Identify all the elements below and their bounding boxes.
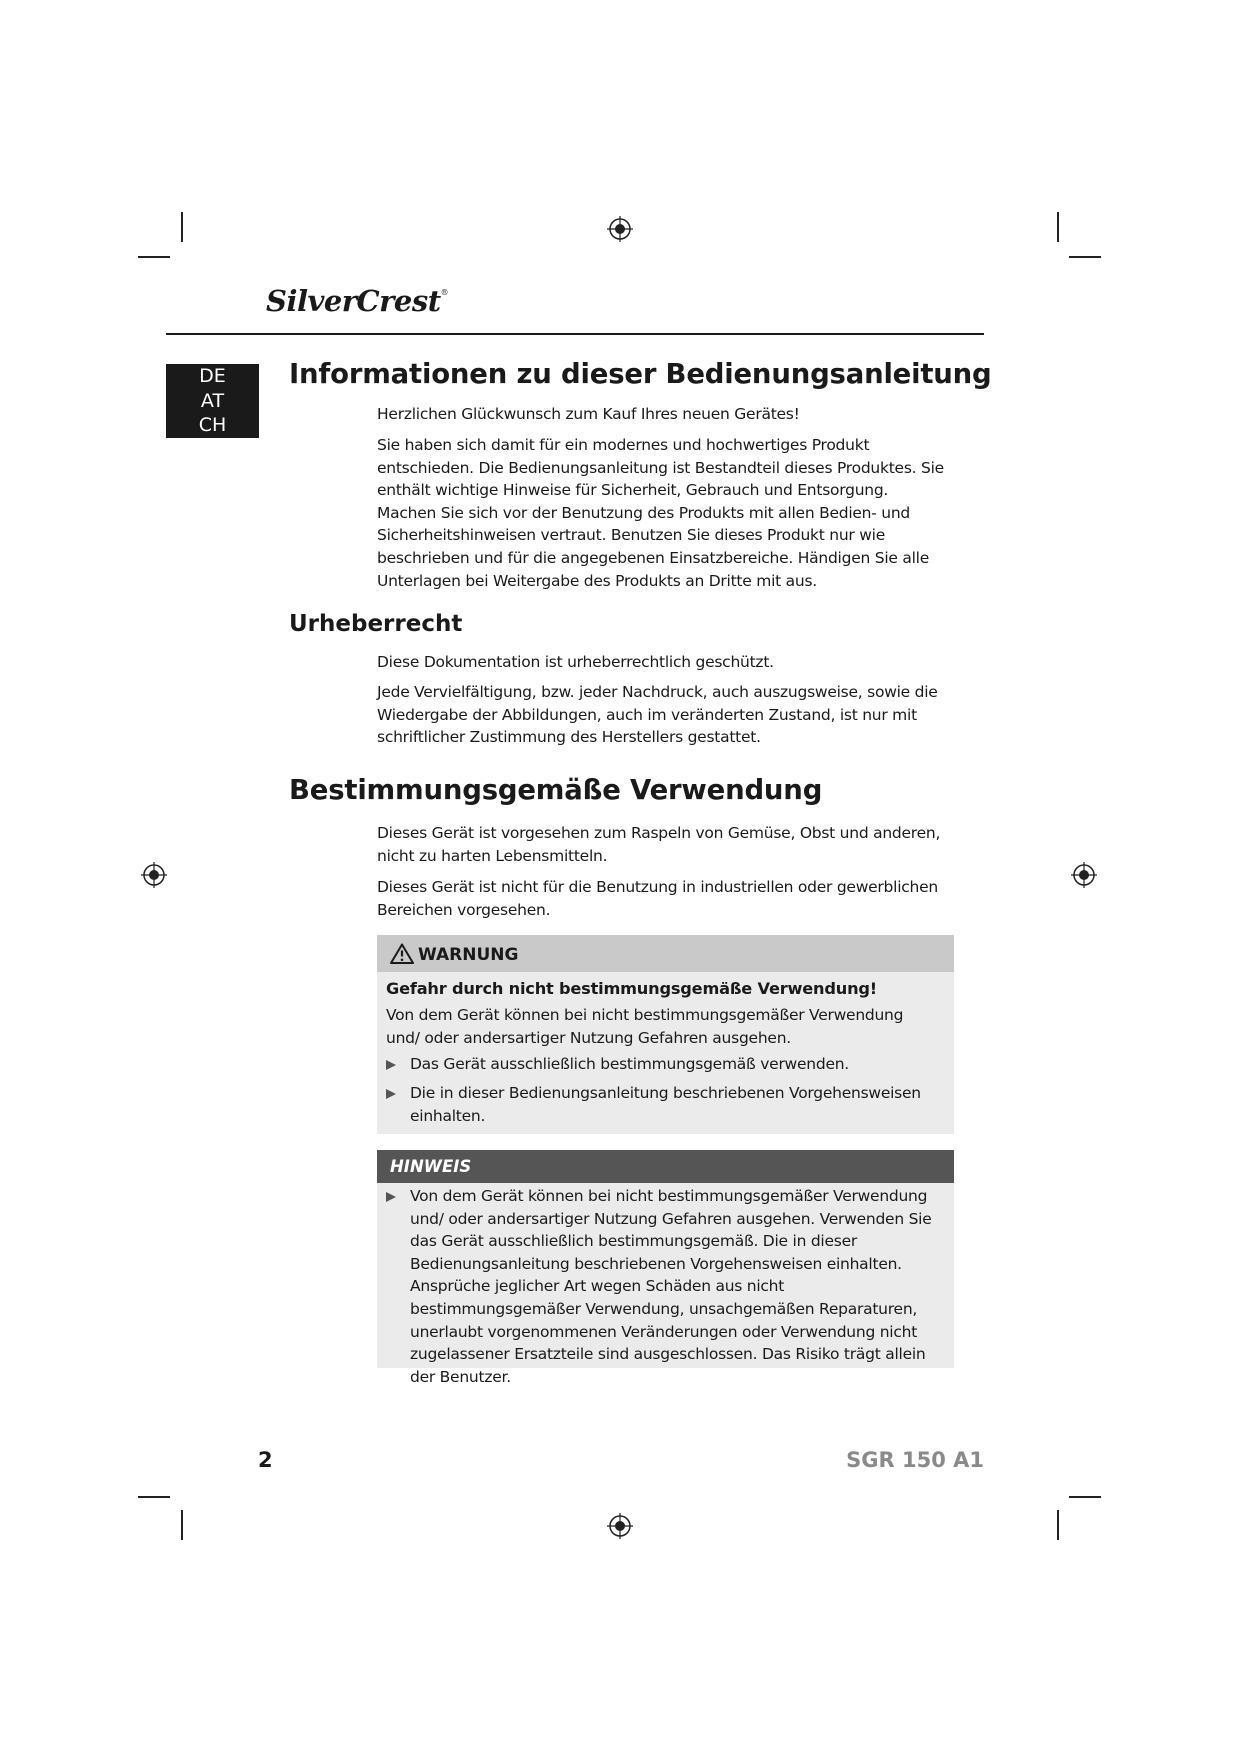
note-box bbox=[377, 1150, 954, 1386]
warning-bullet: Die in dieser Bedienungsanleitung beschriebenen Vorgehensweisen einhalten. bbox=[410, 1084, 921, 1125]
crop-mark bbox=[1057, 212, 1059, 242]
crop-mark bbox=[1069, 256, 1101, 258]
bullet-arrow-icon bbox=[386, 1060, 396, 1070]
warning-subtitle: Gefahr durch nicht bestimmungsgemäße Verwendung! bbox=[386, 979, 877, 998]
header-rule bbox=[166, 333, 984, 335]
registration-mark-icon bbox=[141, 862, 167, 888]
copyright-p1: Diese Dokumentation ist urheberrechtlich geschützt. bbox=[377, 653, 774, 671]
intended-use-p1: Dieses Gerät ist vorgesehen zum Raspeln von Gemüse, Obst und anderen, nicht zu harten Lebensmitteln. bbox=[377, 824, 941, 865]
warning-triangle-icon bbox=[390, 943, 414, 964]
warning-text: Von dem Gerät können bei nicht bestimmungsgemäßer Verwendung und/ oder andersartiger Nutzung Gefahren ausgehen. bbox=[386, 1006, 904, 1047]
warning-box bbox=[377, 935, 954, 1134]
language-code: AT bbox=[200, 389, 225, 412]
info-congrats: Herzlichen Glückwunsch zum Kauf Ihres neuen Gerätes! bbox=[377, 405, 800, 423]
registration-mark-icon bbox=[607, 216, 633, 242]
crop-mark bbox=[138, 256, 170, 258]
section-title-copyright: Urheberrecht bbox=[289, 611, 463, 637]
note-header bbox=[377, 1150, 954, 1183]
intended-use-p2: Dieses Gerät ist nicht für die Benutzung in industriellen oder gewerblichen Bereichen vorgesehen. bbox=[377, 878, 938, 919]
note-label: HINWEIS bbox=[390, 1157, 472, 1176]
note-bullet: Von dem Gerät können bei nicht bestimmungsgemäßer Verwendung und/ oder andersartiger Nutzung Gefahren ausgehen. Verwenden Sie das Gerät ausschließlich bestimmungsgemäß. Die in dieser Bedienungsanleitung beschriebenen Vorgehensweisen einhalten. Ansprüche jeglicher Art wegen Schäden aus nicht bestimmungsgemäßer Verwendung, unsachgemäßen Reparaturen, unerlaubt vorgenommenen Veränderungen oder Verwendung nicht zugelassener Ersatzteile sind ausgeschlossen. Das Risiko trägt allein der Benutzer. bbox=[410, 1187, 932, 1386]
crop-mark bbox=[181, 1510, 183, 1540]
info-body: Sie haben sich damit für ein modernes und hochwertiges Produkt entschieden. Die Bedienungsanleitung ist Bestandteil dieses Produktes. Sie enthält wichtige Hinweise für Sicherheit, Gebrauch und Entsorgung. Machen Sie sich vor der Benutzung des Produkts mit allen Bedien- und Sicherheitshinweisen vertraut. Benutzen Sie dieses Produkt nur wie beschrieben und für die angegebenen Einsatzbereiche. Händigen Sie alle Unterlagen bei Weitergabe des Produkts an Dritte mit aus. bbox=[377, 436, 944, 590]
language-code: CH bbox=[198, 414, 227, 436]
warning-label: WARNUNG bbox=[418, 945, 519, 965]
section-title-info: Informationen zu dieser Bedienungsanleitung bbox=[289, 358, 992, 390]
crop-mark bbox=[1069, 1496, 1101, 1498]
warning-bullet: Das Gerät ausschließlich bestimmungsgemäß verwenden. bbox=[410, 1055, 849, 1073]
model-number: SGR 150 A1 bbox=[846, 1448, 984, 1472]
bullet-arrow-icon bbox=[386, 1089, 396, 1099]
language-code: DE bbox=[199, 365, 226, 387]
crop-mark bbox=[181, 212, 183, 242]
registration-mark-icon bbox=[1071, 862, 1097, 888]
copyright-p2: Jede Vervielfältigung, bzw. jeder Nachdruck, auch auszugsweise, sowie die Wiedergabe der Abbildungen, auch im veränderten Zustand, ist nur mit schriftlicher Zustimmung des Herstellers gestattet. bbox=[377, 683, 938, 747]
crop-mark bbox=[1057, 1510, 1059, 1540]
bullet-arrow-icon bbox=[386, 1192, 396, 1202]
section-title-intended-use: Bestimmungsgemäße Verwendung bbox=[289, 774, 823, 806]
page-number: 2 bbox=[258, 1448, 273, 1472]
warning-header bbox=[377, 935, 954, 972]
language-tab bbox=[166, 364, 259, 438]
brand-logo: SilverCrest® bbox=[266, 284, 449, 318]
registration-mark-icon bbox=[607, 1513, 633, 1539]
crop-mark bbox=[138, 1496, 170, 1498]
